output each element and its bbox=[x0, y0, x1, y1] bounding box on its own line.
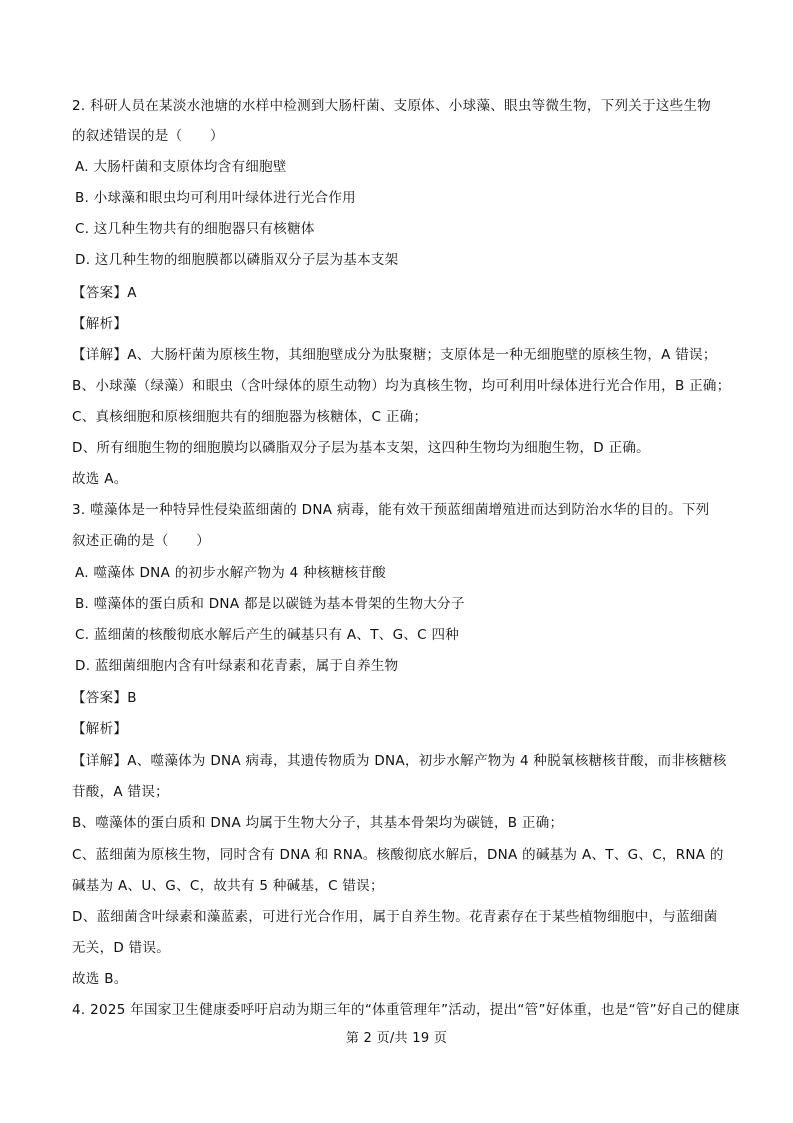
q3-detail-line3: B、噬藻体的蛋白质和 DNA 均属于生物大分子，其基本骨架均为碳链，B 正确； bbox=[72, 815, 564, 831]
q3-detail-line5: 碱基为 A、U、G、C，故共有 5 种碱基，C 错误； bbox=[72, 878, 384, 894]
page-footer: 第 2 页/共 19 页 bbox=[345, 1031, 448, 1046]
q3-option-d: D. 蓝细菌细胞内含有叶绿素和花青素，属于自养生物 bbox=[75, 658, 399, 674]
q3-option-b: B. 噬藻体的蛋白质和 DNA 都是以碳链为基本骨架的生物大分子 bbox=[75, 596, 465, 612]
q3-conclusion: 故选 B。 bbox=[72, 971, 128, 987]
q3-detail-line2: 苷酸，A 错误； bbox=[72, 784, 169, 800]
q4-stem-line1: 4. 2025 年国家卫生健康委呼吁启动为期三年的“体重管理年”活动，提出“管”好体重，也是“管”好自己的健康 bbox=[72, 1002, 740, 1018]
q2-conclusion: 故选 A。 bbox=[72, 471, 128, 487]
q2-analysis-label: 【解析】 bbox=[72, 316, 128, 332]
q3-detail-line1: 【详解】A、噬藻体为 DNA 病毒，其遗传物质为 DNA，初步水解产物为 4 种脱氧核糖核苷酸，而非核糖核 bbox=[72, 753, 727, 769]
q3-option-a: A. 噬藻体 DNA 的初步水解产物为 4 种核糖核苷酸 bbox=[75, 565, 386, 581]
q2-answer: 【答案】A bbox=[72, 285, 137, 301]
q2-detail-line1: 【详解】A、大肠杆菌为原核生物，其细胞壁成分为肽聚糖；支原体是一种无细胞壁的原核生物，A 错误； bbox=[72, 347, 717, 363]
q2-detail-line2: B、小球藻（绿藻）和眼虫（含叶绿体的原生动物）均为真核生物，均可利用叶绿体进行光合作用，B 正确； bbox=[72, 378, 731, 394]
q2-stem-line1: 2. 科研人员在某淡水池塘的水样中检测到大肠杆菌、支原体、小球藻、眼虫等微生物，下列关于这些生物 bbox=[72, 98, 712, 114]
q3-stem-line2: 叙述正确的是（ ） bbox=[72, 533, 210, 549]
q2-stem-line2: 的叙述错误的是（ ） bbox=[72, 128, 224, 144]
q3-option-c: C. 蓝细菌的核酸彻底水解后产生的碱基只有 A、T、G、C 四种 bbox=[75, 627, 460, 643]
q3-stem-line1: 3. 噬藻体是一种特异性侵染蓝细菌的 DNA 病毒，能有效干预蓝细菌增殖进而达到防治水华的目的。下列 bbox=[72, 502, 710, 518]
q3-analysis-label: 【解析】 bbox=[72, 721, 128, 737]
q2-option-a: A. 大肠杆菌和支原体均含有细胞壁 bbox=[75, 159, 287, 175]
q3-answer: 【答案】B bbox=[72, 690, 137, 706]
q3-detail-line7: 无关，D 错误。 bbox=[72, 940, 171, 956]
q2-option-b: B. 小球藻和眼虫均可利用叶绿体进行光合作用 bbox=[75, 190, 356, 206]
q2-option-c: C. 这几种生物共有的细胞器只有核糖体 bbox=[75, 221, 315, 237]
q2-option-d: D. 这几种生物的细胞膜都以磷脂双分子层为基本支架 bbox=[75, 252, 399, 268]
q2-detail-line3: C、真核细胞和原核细胞共有的细胞器为核糖体，C 正确； bbox=[72, 409, 428, 425]
q3-detail-line6: D、蓝细菌含叶绿素和藻蓝素，可进行光合作用，属于自养生物。花青素存在于某些植物细胞中，与蓝细菌 bbox=[72, 909, 718, 925]
q3-detail-line4: C、蓝细菌为原核生物，同时含有 DNA 和 RNA。核酸彻底水解后，DNA 的碱基为 A、T、G、C，RNA 的 bbox=[72, 847, 724, 863]
q2-detail-line4: D、所有细胞生物的细胞膜均以磷脂双分子层为基本支架，这四种生物均为细胞生物，D 正确。 bbox=[72, 440, 650, 456]
